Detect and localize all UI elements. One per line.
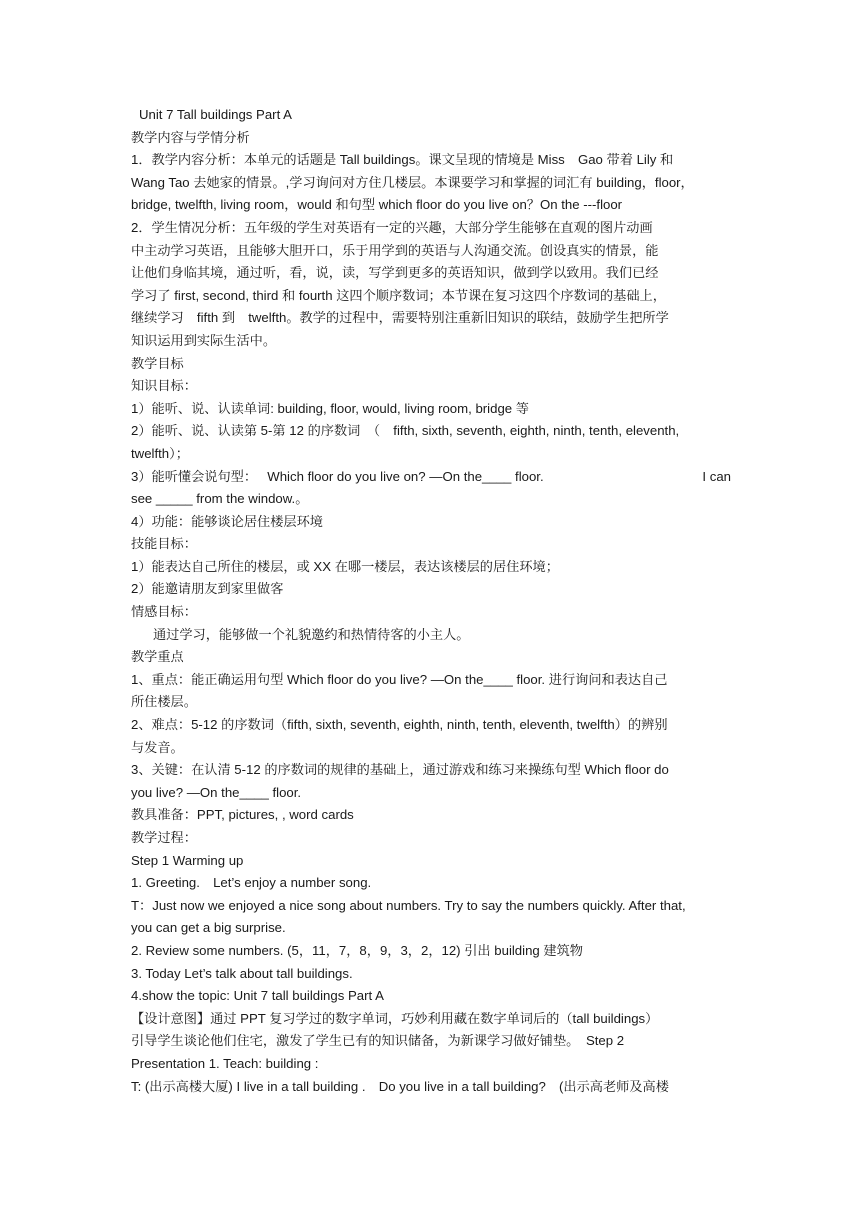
text-line: 2）能邀请朋友到家里做客 bbox=[131, 581, 284, 597]
text-line: 与发音。 bbox=[131, 739, 184, 755]
text-segment: I can bbox=[702, 468, 731, 484]
text-line: T：Just now we enjoyed a nice song about numbers. Try to say the numbers quickly. After that, bbox=[131, 897, 686, 913]
text-line: 2．学生情况分析：五年级的学生对英语有一定的兴趣，大部分学生能够在直观的图片动画 bbox=[131, 219, 653, 235]
text-line: 知识运用到实际生活中。 bbox=[131, 332, 277, 348]
text-segment: 3）能听懂会说句型： Which floor do you live on? —On the____ floor. bbox=[131, 468, 544, 484]
document-body bbox=[131, 104, 731, 1098]
text-line: 教学过程： bbox=[131, 830, 197, 845]
text-line: 引导学生谈论他们住宅，激发了学生已有的知识储备，为新课学习做好铺垫。 Step 2 bbox=[131, 1033, 625, 1049]
text-line: T: (出示高楼大厦) I live in a tall building . Do you live in a tall building? (出示高老师及高楼 bbox=[131, 1078, 669, 1094]
text-line: 教具准备：PPT, pictures, , word cards bbox=[131, 807, 354, 823]
text-line: 1）能表达自己所住的楼层，或 XX 在哪一楼层，表达该楼层的居住环境； bbox=[131, 558, 559, 574]
text-line: Wang Tao 去她家的情景。,学习询问对方住几楼层。本课要学习和掌握的词汇有 building，floor， bbox=[131, 174, 694, 190]
text-line: 所住楼层。 bbox=[131, 694, 197, 710]
text-line: 情感目标： bbox=[131, 604, 197, 620]
text-line: 技能目标： bbox=[131, 536, 197, 552]
text-line: 学习了 first, second, third 和 fourth 这四个顺序数词；本节课在复习这四个序数词的基础上， bbox=[131, 287, 666, 303]
text-line: Presentation 1. Teach: building : bbox=[131, 1055, 319, 1071]
text-line: Step 1 Warming up bbox=[131, 852, 244, 868]
text-line: 2）能听、说、认读第 5-第 12 的序数词 （ fifth, sixth, seventh, eighth, ninth, tenth, eleventh, bbox=[131, 423, 680, 439]
text-line: bridge, twelfth, living room，would 和句型 which floor do you live on？On the ---floor bbox=[131, 197, 623, 213]
text-line: 4）功能：能够谈论居住楼层环境 bbox=[131, 513, 323, 529]
text-line: you live? —On the____ floor. bbox=[131, 784, 302, 800]
text-line: 教学重点 bbox=[131, 649, 184, 665]
text-line: 【设计意图】通过 PPT 复习学过的数字单词，巧妙利用藏在数字单词后的（tall buildings） bbox=[131, 1010, 659, 1026]
text-line: 4.show the topic: Unit 7 tall buildings Part A bbox=[131, 988, 384, 1004]
text-line: 3、关键：在认清 5-12 的序数词的规律的基础上，通过游戏和练习来操练句型 Which floor do bbox=[131, 762, 669, 778]
text-line: you can get a big surprise. bbox=[131, 920, 286, 936]
document-title: Unit 7 Tall buildings Part A bbox=[139, 107, 292, 122]
text-line: 3. Today Let’s talk about tall buildings. bbox=[131, 965, 353, 981]
text-line: 中主动学习英语，且能够大胆开口，乐于用学到的英语与人沟通交流。创设真实的情景，能 bbox=[131, 242, 659, 258]
text-line: 让他们身临其境，通过听，看，说，读，写学到更多的英语知识，做到学以致用。我们已经 bbox=[131, 265, 659, 281]
text-line: 2、难点：5-12 的序数词（fifth, sixth, seventh, eighth, ninth, tenth, eleventh, twelfth）的辨别 bbox=[131, 717, 668, 733]
document-lines bbox=[131, 127, 731, 1099]
text-line: 通过学习，能够做一个礼貌邀约和热情待客的小主人。 bbox=[153, 626, 470, 642]
text-line: 继续学习 fifth 到 twelfth。教学的过程中，需要特别注重新旧知识的联结，鼓励学生把所学 bbox=[131, 310, 669, 326]
text-line: 教学目标 bbox=[131, 355, 184, 371]
text-line: 1）能听、说、认读单词: building, floor, would, living room, bridge 等 bbox=[131, 400, 529, 416]
text-line: 1、重点：能正确运用句型 Which floor do you live? —On the____ floor. 进行询问和表达自己 bbox=[131, 671, 668, 687]
text-line: 教学内容与学情分析 bbox=[131, 129, 250, 145]
text-line bbox=[131, 466, 731, 489]
text-line: see _____ from the window.。 bbox=[131, 491, 309, 507]
text-line: 2. Review some numbers. (5，11，7，8，9，3，2，12) 引出 building 建筑物 bbox=[131, 942, 583, 958]
text-line: 1. Greeting. Let’s enjoy a number song. bbox=[131, 875, 372, 891]
text-line: 1．教学内容分析：本单元的话题是 Tall buildings。课文呈现的情境是 Miss Gao 带着 Lily 和 bbox=[131, 152, 674, 168]
text-line: 知识目标： bbox=[131, 378, 197, 394]
text-line: twelfth）； bbox=[131, 445, 189, 461]
